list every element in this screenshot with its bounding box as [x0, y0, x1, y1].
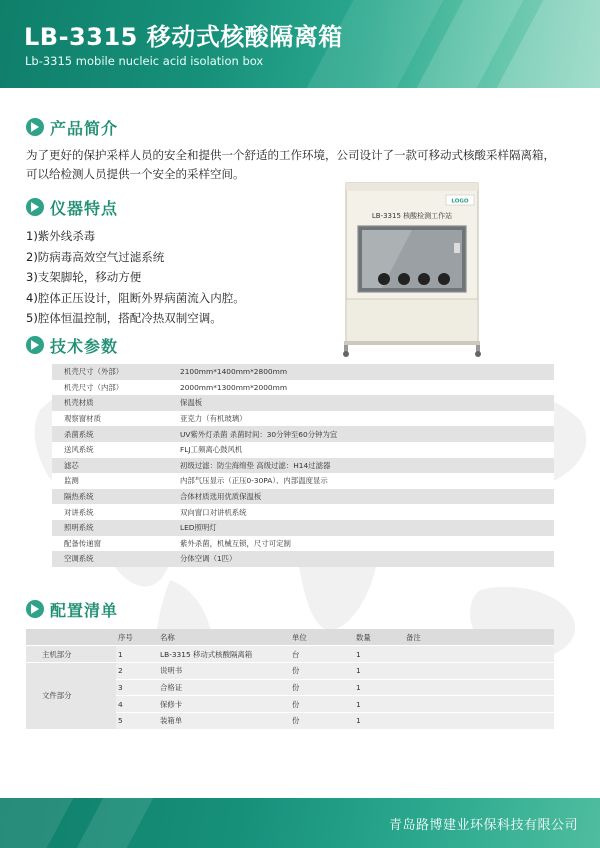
config-header-row [26, 629, 554, 646]
config-cell-no: 4 [116, 696, 158, 713]
spec-key: 机壳材质 [52, 395, 174, 411]
spec-row [52, 520, 554, 536]
config-cell-unit: 份 [290, 679, 354, 696]
config-cell-no: 3 [116, 679, 158, 696]
spec-key: 机壳尺寸（内部） [52, 380, 174, 396]
spec-key: 配备传递窗 [52, 536, 174, 552]
spec-key: 杀菌系统 [52, 426, 174, 442]
config-header-cell: 序号 [116, 629, 158, 646]
config-table [26, 629, 554, 730]
arrow-bullet-icon [26, 600, 44, 618]
feature-item: 5)腔体恒温控制，搭配冷热双制空调。 [26, 311, 222, 325]
spec-value: 分体空调（1匹） [174, 551, 554, 567]
section-title: 技术参数 [50, 336, 119, 356]
feature-item: 1)紫外线杀毒 [26, 229, 96, 243]
config-cell-note [404, 712, 554, 729]
spec-value: 紫外杀菌，机械互锁，尺寸可定制 [174, 536, 554, 552]
product-image [342, 181, 482, 359]
intro-paragraph: 为了更好的保护采样人员的安全和提供一个舒适的工作环境，公司设计了一款可移动式核酸采样隔离箱，可以给检测人员提供一个安全的采样空间。 [26, 148, 555, 181]
spec-value: 亚克力（有机玻璃） [174, 411, 554, 427]
footer-banner [0, 798, 600, 848]
spec-value: 保温板 [174, 395, 554, 411]
spec-key: 隔热系统 [52, 489, 174, 505]
page-title: LB-3315 移动式核酸隔离箱 [24, 23, 343, 51]
spec-key: 监测 [52, 473, 174, 489]
footer-decor-stripe [77, 798, 154, 848]
page-subtitle: Lb-3315 mobile nucleic acid isolation box [25, 54, 264, 68]
config-cell-name: 说明书 [158, 662, 290, 679]
feature-list [26, 226, 245, 329]
config-cell-unit: 台 [290, 646, 354, 663]
config-cell-note [404, 662, 554, 679]
config-cell-note [404, 679, 554, 696]
spec-row [52, 536, 554, 552]
config-cell-unit: 份 [290, 696, 354, 713]
spec-key: 送风系统 [52, 442, 174, 458]
config-cell-no: 5 [116, 712, 158, 729]
spec-row [52, 380, 554, 396]
section-heading-config [26, 598, 118, 620]
config-cell-note [404, 696, 554, 713]
config-cell-qty: 1 [354, 712, 404, 729]
config-group-label: 主机部分 [26, 646, 116, 663]
spec-row [52, 458, 554, 474]
config-header-cell: 备注 [404, 629, 554, 646]
spec-key: 对讲系统 [52, 504, 174, 520]
config-cell-qty: 1 [354, 679, 404, 696]
spec-row [52, 426, 554, 442]
header-banner [0, 0, 600, 88]
spec-value: 2100mm*1400mm*2800mm [174, 364, 554, 380]
config-cell-name: 装箱单 [158, 712, 290, 729]
spec-key: 机壳尺寸（外部） [52, 364, 174, 380]
spec-table [52, 364, 554, 567]
config-header-cell [26, 629, 116, 646]
arrow-bullet-icon [26, 336, 44, 354]
spec-value: 初级过滤：防尘海绵垫 高级过滤：H14过滤器 [174, 458, 554, 474]
spec-key: 滤芯 [52, 458, 174, 474]
section-heading-intro [26, 116, 118, 138]
config-cell-no: 2 [116, 662, 158, 679]
config-header-cell: 名称 [158, 629, 290, 646]
spec-row [52, 551, 554, 567]
company-name: 青岛路博建业环保科技有限公司 [388, 818, 578, 833]
config-cell-note [404, 646, 554, 663]
spec-row [52, 473, 554, 489]
spec-key: 照明系统 [52, 520, 174, 536]
config-cell-name: 合格证 [158, 679, 290, 696]
config-cell-no: 1 [116, 646, 158, 663]
spec-row [52, 411, 554, 427]
config-cell-unit: 份 [290, 712, 354, 729]
feature-item: 2)防病毒高效空气过滤系统 [26, 249, 165, 264]
section-title: 配置清单 [50, 600, 119, 620]
config-header-cell: 单位 [290, 629, 354, 646]
config-row [26, 646, 554, 663]
config-cell-qty: 1 [354, 696, 404, 713]
section-title: 仪器特点 [50, 198, 119, 218]
spec-row [52, 504, 554, 520]
spec-row [52, 489, 554, 505]
spec-key: 空调系统 [52, 551, 174, 567]
feature-item: 4)腔体正压设计，阻断外界病菌流入内腔。 [26, 290, 245, 305]
config-group-label: 文件部分 [26, 662, 116, 729]
arrow-bullet-icon [26, 198, 44, 216]
config-cell-unit: 份 [290, 662, 354, 679]
section-heading-specs [26, 334, 118, 356]
product-logo: LOGO [451, 198, 469, 205]
section-heading-features [26, 196, 118, 218]
spec-value: 内部气压显示（正压0-30PA）、内部温度显示 [174, 473, 554, 489]
feature-item: 3)支架脚轮，移动方便 [26, 270, 142, 284]
cabinet-label: LB-3315 核酸检测工作站 [371, 212, 453, 220]
spec-value: 合体材质选用优质保温板 [174, 489, 554, 505]
footer-decor-stripe [0, 798, 73, 848]
section-title: 产品简介 [50, 118, 119, 138]
config-row [26, 662, 554, 679]
spec-row [52, 364, 554, 380]
spec-key: 观察窗材质 [52, 411, 174, 427]
spec-value: LED照明灯 [174, 520, 554, 536]
config-cell-qty: 1 [354, 646, 404, 663]
config-cell-name: 保修卡 [158, 696, 290, 713]
spec-row [52, 442, 554, 458]
arrow-bullet-icon [26, 118, 44, 136]
config-cell-name: LB-3315 移动式核酸隔离箱 [158, 646, 290, 663]
spec-value: 双向窗口对讲机系统 [174, 504, 554, 520]
config-cell-qty: 1 [354, 662, 404, 679]
spec-value: FLJ工频离心鼓风机 [174, 442, 554, 458]
spec-row [52, 395, 554, 411]
config-header-cell: 数量 [354, 629, 404, 646]
spec-value: 2000mm*1300mm*2000mm [174, 380, 554, 396]
spec-value: UV紫外灯杀菌 杀菌时间：30分钟至60分钟为宜 [174, 426, 554, 442]
